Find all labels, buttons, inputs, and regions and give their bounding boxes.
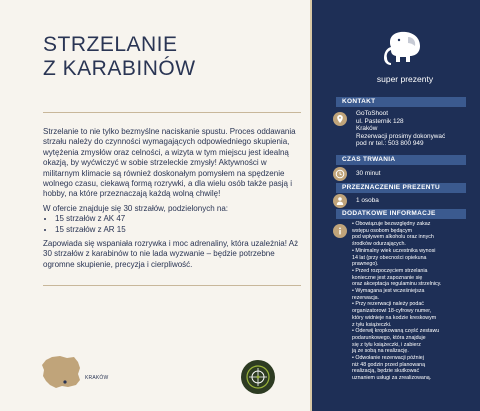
divider-bottom [43, 285, 301, 286]
poland-map-icon [40, 354, 82, 390]
gotoshoot-seal-icon [240, 359, 276, 395]
contact-line-1: GoToShoot [356, 110, 388, 117]
page-title [43, 33, 196, 81]
offer-intro: W ofercie znajduje się 30 strzałów, podzielonych na: [43, 203, 228, 213]
extra-line-16: z tyłu książeczki. [352, 321, 392, 328]
contact-line-4: Rezerwacji prosimy dokonywać [356, 132, 446, 140]
extra-line-14: organizatorowi 18-cyfrowy numer, [352, 308, 432, 315]
extra-line-5: • Minimalny wiek uczestnika wynosi [352, 247, 436, 254]
info-icon [333, 224, 347, 238]
contact-details [356, 110, 468, 148]
elephant-logo-icon [380, 28, 428, 68]
duration-value: 30 minut [356, 170, 381, 177]
extra-line-21: • Odwołanie rezerwacji później [352, 355, 424, 362]
extra-line-3: pod wpływem alkoholu oraz innych [352, 234, 434, 241]
extra-line-2: wstępu osobom będącym [352, 227, 413, 234]
map-label: KRAKÓW [85, 375, 109, 381]
extra-line-11: • Wymagana jest wcześniejsza [352, 288, 425, 295]
contact-heading: KONTAKT [336, 97, 466, 107]
extra-line-13: • Przy rezerwacji należy podać [352, 301, 424, 308]
divider-top [43, 112, 301, 113]
description-closing: Zapowiada się wspaniała rozrywka i moc adrenaliny, która uzależnia! Aż 30 strzałów z karabinów to nie lada wyzwanie – będzie potrzebne ogromne skupienie, precyzja i cierpliwość. [43, 239, 299, 269]
people-value: 1 osoba [356, 197, 379, 204]
extra-line-9: konieczne jest zapoznanie się [352, 274, 423, 281]
title-line-1: STRZELANIE [43, 33, 178, 56]
extra-line-7: prawnego). [352, 261, 379, 268]
extra-line-20: ją ze sobą na realizację. [352, 348, 409, 355]
extra-line-8: • Przed rozpoczęciem strzelania [352, 267, 428, 274]
people-heading: PRZEZNACZENIE PREZENTU [336, 183, 466, 193]
offer-list [43, 214, 303, 235]
brand-name: super prezenty [376, 74, 434, 84]
offer-item-2: • 15 strzałów z AR 15 [55, 225, 303, 235]
extra-line-18: podarunkowego, która znajduje [352, 334, 426, 341]
duration-heading: CZAS TRWANIA [336, 155, 466, 165]
extra-line-24: uznaniem usługi za zrealizowaną. [352, 375, 432, 382]
extra-line-12: rezerwacja. [352, 294, 380, 301]
extra-line-4: środków odurzających. [352, 241, 406, 248]
extra-line-17: • Oderwij kropkowaną część zestawu [352, 328, 440, 335]
description [43, 127, 303, 274]
contact-line-5: pod nr tel.: 503 800 949 [356, 140, 424, 148]
extra-heading: DODATKOWE INFORMACJE [336, 209, 466, 219]
extra-line-6: 14 lat (przy obecności opiekuna [352, 254, 427, 261]
extra-info-list [352, 221, 470, 382]
contact-line-2: ul. Pasternik 128 [356, 117, 404, 125]
extra-line-1: • Obowiązuje bezwzględny zakaz [352, 221, 431, 227]
title-line-2: Z KARABINÓW [43, 57, 196, 80]
offer-item-1: • 15 strzałów z AK 47 [55, 214, 303, 224]
extra-line-23: realizacją, będzie skutkować [352, 368, 420, 375]
clock-icon [333, 167, 347, 181]
location-icon [333, 112, 347, 126]
contact-line-3: Kraków [356, 125, 378, 133]
extra-line-19: się z tyłu książeczki, i zabierz [352, 341, 421, 348]
extra-line-22: niż 48 godzin przed planowaną [352, 361, 426, 368]
extra-line-15: który widnieje na kodzie kreskowym [352, 314, 437, 321]
person-icon [333, 194, 347, 208]
description-intro: Strzelanie to nie tylko bezmyślne naciskanie spustu. Proces oddawania strzału należy do czynności wymagających odpowiedniego skupienia, wytężenia zmysłów oraz celności, a wizyta w tym miejscu jest idealną okazją, by wyćwiczyć w sobie strzeleckie zmysły! Aktywności w militarnym klimacie są również doskonałym pomysłem na spędzenie wolnego czasu, ciekawą formą rozrywki, a dla wielu osób także pasją i hobby, na które przeznaczają każdą wolną chwilę! [43, 127, 296, 199]
panel-edge [310, 0, 312, 411]
extra-line-10: oraz akceptacja regulaminu strzelnicy. [352, 281, 442, 288]
